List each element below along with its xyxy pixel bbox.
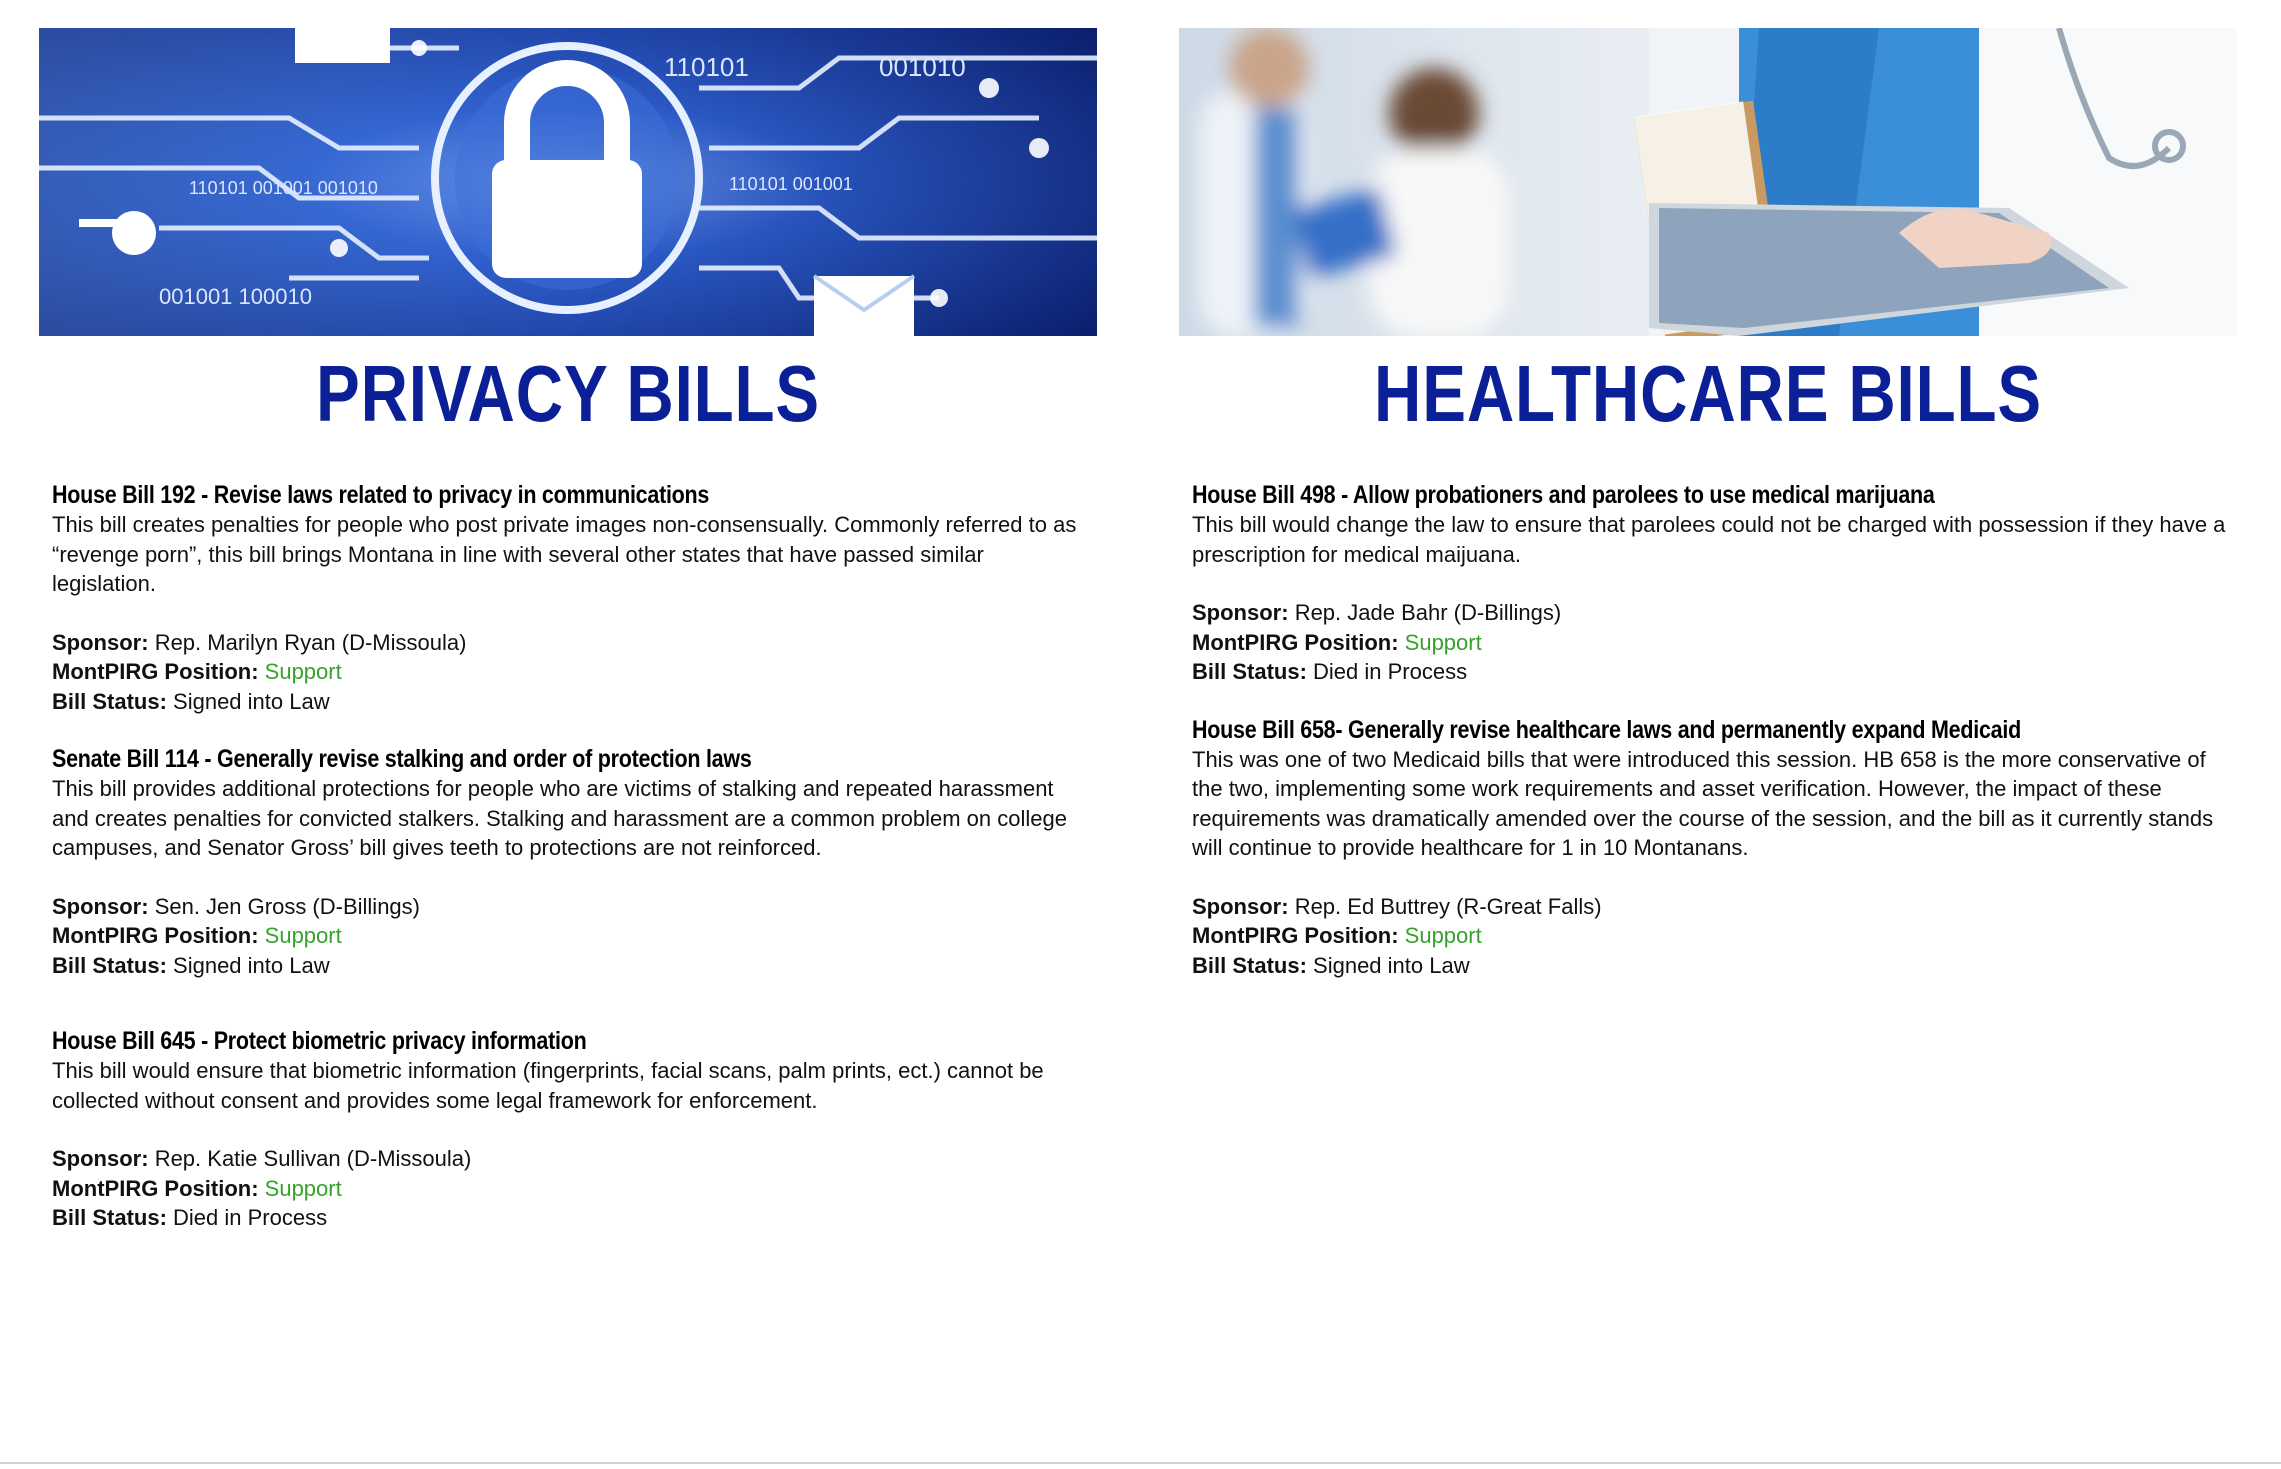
- healthcare-column: [1179, 28, 2237, 1008]
- bill-description: This bill would ensure that biometric information (fingerprints, facial scans, palm prints, ect.) cannot be collected without consent and provides some legal framework for enforcement.: [52, 1058, 1044, 1113]
- bill-status-line: [1192, 951, 2229, 981]
- privacy-column: [39, 28, 1097, 1261]
- bill-title: Senate Bill 114 - Generally revise stalking and order of protection laws: [52, 745, 752, 773]
- position-label: MontPIRG Position:: [1192, 629, 1399, 655]
- status-value: Died in Process: [173, 1205, 328, 1230]
- sponsor-value: Sen. Jen Gross (D-Billings): [154, 893, 420, 919]
- sponsor-value: Rep. Katie Sullivan (D-Missoula): [154, 1146, 472, 1171]
- sponsor-label: Sponsor:: [52, 1146, 149, 1171]
- lock-circuit-icon: [39, 28, 1097, 336]
- bill-entry: [52, 480, 1089, 716]
- bill-entry: [52, 744, 1089, 980]
- bill-sponsor-line: [1192, 598, 2229, 628]
- bill-sponsor-line: [1192, 892, 2229, 922]
- bill-position-line: [52, 657, 1089, 687]
- position-value: Support: [1404, 629, 1482, 655]
- privacy-banner-image: [39, 28, 1097, 336]
- banner-binary-text: 001010: [879, 52, 966, 82]
- bill-position-line: [1192, 628, 2229, 658]
- page-bottom-divider: [0, 1462, 2281, 1464]
- sponsor-value: Rep. Marilyn Ryan (D-Missoula): [154, 629, 467, 655]
- sponsor-value: Rep. Jade Bahr (D-Billings): [1294, 600, 1562, 625]
- doctor-tablet-photo: [1179, 28, 2237, 336]
- bill-description: This was one of two Medicaid bills that were introduced this session. HB 658 is the more conservative of the two, implementing some work requirements and asset verification. However, the impact of these requirements was dramatically amended over the course of the session, and the bill as it currently stands will continue to provide healthcare for 1 in 10 Montanans.: [1192, 746, 2214, 860]
- bill-title: House Bill 192 - Revise laws related to privacy in communications: [52, 481, 710, 509]
- position-label: MontPIRG Position:: [52, 659, 259, 684]
- status-label: Bill Status:: [52, 688, 167, 714]
- bill-status-line: [1192, 657, 2229, 687]
- bill-entry: [52, 1026, 1089, 1233]
- sponsor-value: Rep. Ed Buttrey (R-Great Falls): [1294, 893, 1602, 919]
- bill-status-line: [52, 951, 1089, 981]
- status-value: Died in Process: [1313, 659, 1468, 684]
- banner-binary-text: 110101 001001 001010: [189, 178, 378, 198]
- position-value: Support: [264, 1175, 342, 1201]
- status-value: Signed into Law: [1313, 952, 1470, 978]
- status-value: Signed into Law: [173, 688, 330, 714]
- status-label: Bill Status:: [52, 952, 167, 978]
- sponsor-label: Sponsor:: [52, 893, 149, 919]
- bill-position-line: [52, 921, 1089, 951]
- sponsor-label: Sponsor:: [1192, 893, 1289, 919]
- banner-binary-text: 001001 100010: [159, 284, 312, 309]
- bill-status-line: [52, 687, 1089, 717]
- position-label: MontPIRG Position:: [52, 923, 259, 948]
- position-value: Support: [1404, 923, 1482, 948]
- bill-description: This bill would change the law to ensure that parolees could not be charged with possession if they have a prescription for medical maijuana.: [1192, 512, 2226, 567]
- bill-title: House Bill 498 - Allow probationers and parolees to use medical marijuana: [1192, 481, 1935, 509]
- position-label: MontPIRG Position:: [52, 1175, 259, 1201]
- bill-entry: [1192, 715, 2229, 981]
- healthcare-banner-image: [1179, 28, 2237, 336]
- status-value: Signed into Law: [173, 952, 330, 978]
- bill-description: This bill provides additional protections for people who are victims of stalking and repeated harassment and creates penalties for convicted stalkers. Stalking and harassment are a common problem on college campuses, and Senator Gross’ bill gives teeth to protections are not reinforced.: [52, 776, 1067, 860]
- bill-entry: [1192, 480, 2229, 687]
- bill-sponsor-line: [52, 628, 1089, 658]
- section-title-healthcare: HEALTHCARE BILLS: [1374, 349, 2042, 438]
- bill-status-line: [52, 1203, 1089, 1233]
- bill-position-line: [1192, 921, 2229, 951]
- bill-sponsor-line: [52, 1144, 1089, 1174]
- bill-title: House Bill 645 - Protect biometric privacy information: [52, 1027, 587, 1055]
- bill-title: House Bill 658- Generally revise healthcare laws and permanently expand Medicaid: [1192, 715, 2021, 744]
- position-label: MontPIRG Position:: [1192, 923, 1399, 948]
- position-value: Support: [264, 659, 342, 684]
- sponsor-label: Sponsor:: [1192, 600, 1289, 625]
- status-label: Bill Status:: [1192, 659, 1307, 684]
- position-value: Support: [264, 923, 342, 948]
- sponsor-label: Sponsor:: [52, 629, 149, 655]
- banner-binary-text: 110101 001001: [729, 174, 853, 194]
- bill-position-line: [52, 1174, 1089, 1204]
- bill-description: This bill creates penalties for people who post private images non-consensually. Commonly referred to as “revenge porn”, this bill brings Montana in line with several other states that have passed similar legislation.: [52, 512, 1077, 596]
- bill-sponsor-line: [52, 892, 1089, 922]
- section-title-privacy: PRIVACY BILLS: [316, 349, 820, 438]
- privacy-bill-list: [39, 480, 1097, 1233]
- status-label: Bill Status:: [52, 1205, 167, 1230]
- banner-binary-text: 110101: [664, 52, 749, 82]
- status-label: Bill Status:: [1192, 952, 1307, 978]
- healthcare-bill-list: [1179, 480, 2237, 980]
